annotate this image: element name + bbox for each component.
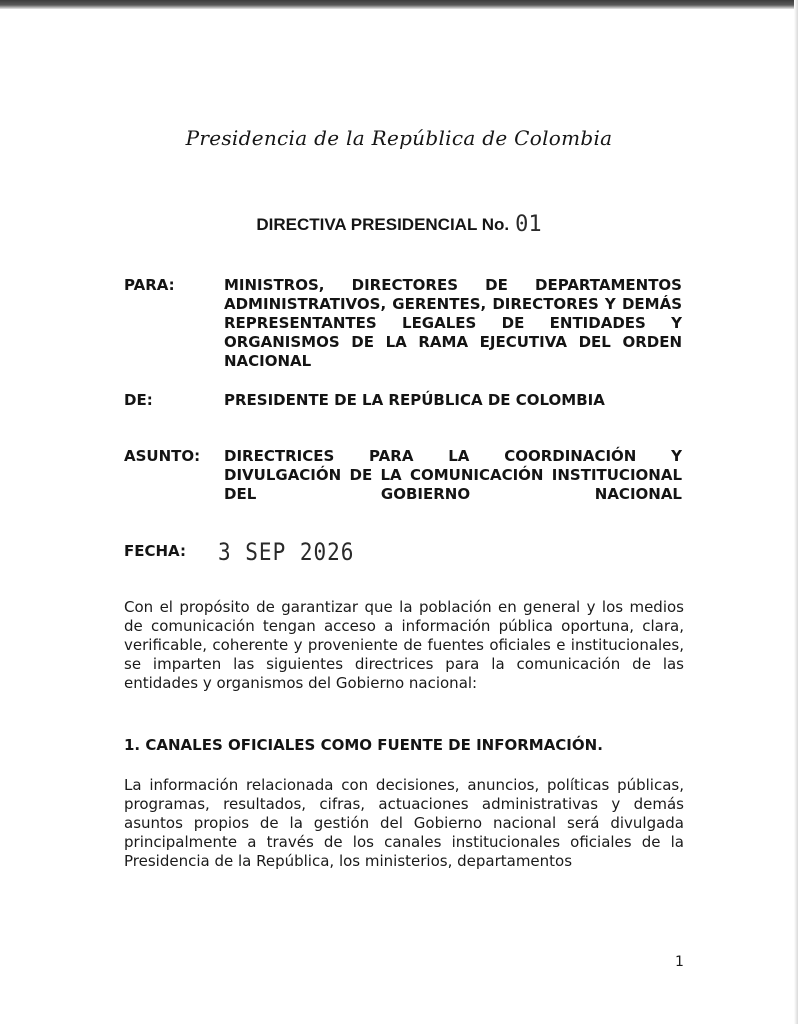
de-label: DE: xyxy=(124,391,153,409)
fecha-date-stamp: 3 SEP 2026 xyxy=(218,538,355,566)
de-value: PRESIDENTE DE LA REPÚBLICA DE COLOMBIA xyxy=(224,391,605,409)
fecha-label: FECHA: xyxy=(124,542,186,560)
para-value: MINISTROS, DIRECTORES DE DEPARTAMENTOS ADMINISTRATIVOS, GERENTES, DIRECTORES Y DEMÁS REPRESENTANTES LEGALES DE ENTIDADES Y ORGANISMOS DE LA RAMA EJECUTIVA DEL ORDEN NACIONAL xyxy=(224,276,682,370)
document-number: 01 xyxy=(515,212,542,237)
section-1-heading: 1. CANALES OFICIALES COMO FUENTE DE INFORMACIÓN. xyxy=(124,736,603,754)
section-1-paragraph: La información relacionada con decisiones, anuncios, políticas públicas, programas, resultados, cifras, actuaciones administrativas y demás asuntos propios de la gestión del Gobierno nacional será divulgada principalmente a través de los canales institucionales oficiales de la Presidencia de la República, los ministerios, departamentos xyxy=(124,776,684,870)
letterhead: Presidencia de la República de Colombia xyxy=(185,126,613,150)
asunto-label: ASUNTO: xyxy=(124,447,201,465)
document-title-text: DIRECTIVA PRESIDENCIAL No. xyxy=(256,215,510,234)
document-title xyxy=(0,212,798,237)
para-label: PARA: xyxy=(124,276,175,294)
asunto-value: DIRECTRICES PARA LA COORDINACIÓN Y DIVULGACIÓN DE LA COMUNICACIÓN INSTITUCIONAL DEL GOBIERNO NACIONAL xyxy=(224,447,682,503)
page-number: 1 xyxy=(675,954,684,970)
intro-paragraph: Con el propósito de garantizar que la población en general y los medios de comunicación tengan acceso a información pública oportuna, clara, verificable, coherente y proveniente de fuentes oficiales e institucionales, se imparten las siguientes directrices para la comunicación de las entidades y organismos del Gobierno nacional: xyxy=(124,598,684,692)
